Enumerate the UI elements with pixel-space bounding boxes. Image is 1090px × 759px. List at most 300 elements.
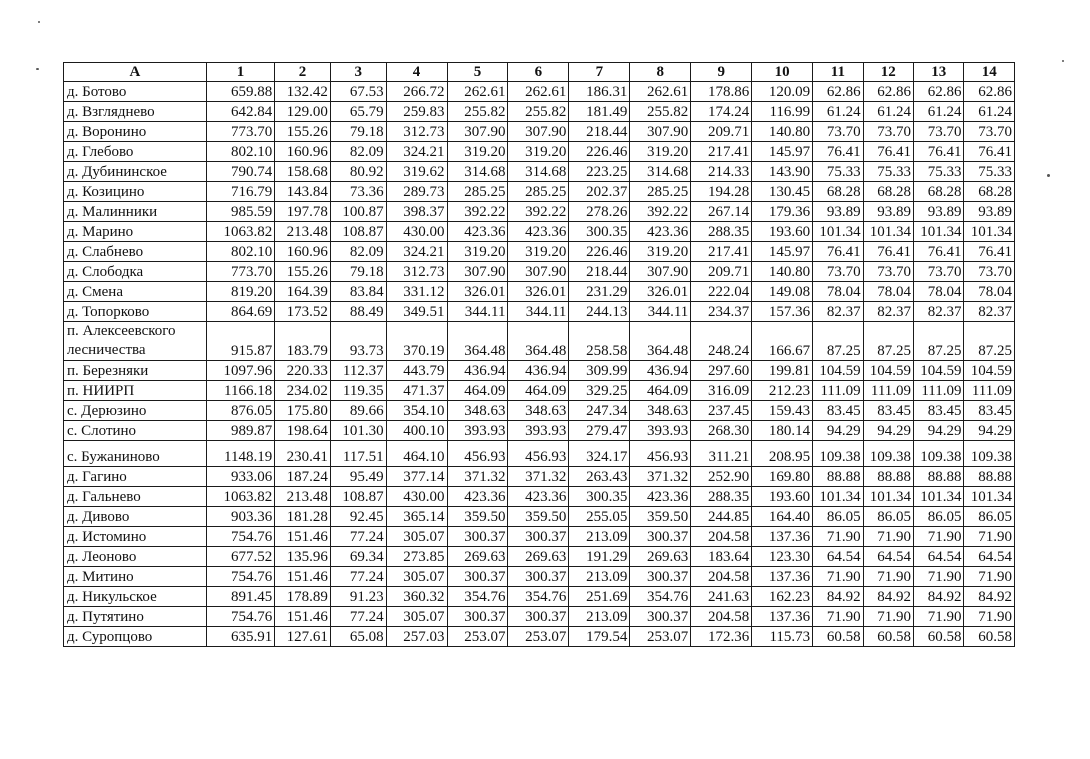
value-cell: 100.87 xyxy=(330,202,386,222)
value-cell: 273.85 xyxy=(386,547,447,567)
settlement-name-cell: д. Дивово xyxy=(64,507,207,527)
value-cell: 71.90 xyxy=(964,527,1015,547)
value-cell: 204.58 xyxy=(691,607,752,627)
value-cell: 87.25 xyxy=(813,322,863,361)
value-cell: 234.37 xyxy=(691,302,752,322)
value-cell: 244.13 xyxy=(569,302,630,322)
settlement-name-cell: д. Слабнево xyxy=(64,242,207,262)
value-cell: 186.31 xyxy=(569,82,630,102)
value-cell: 140.80 xyxy=(752,122,813,142)
value-cell: 300.37 xyxy=(447,607,508,627)
table-row xyxy=(64,122,1015,142)
value-cell: 101.34 xyxy=(863,487,913,507)
column-header-13: 13 xyxy=(914,63,964,82)
table-row xyxy=(64,401,1015,421)
value-cell: 101.34 xyxy=(813,487,863,507)
value-cell: 393.93 xyxy=(447,421,508,441)
scan-speck xyxy=(38,21,40,23)
value-cell: 69.34 xyxy=(330,547,386,567)
value-cell: 108.87 xyxy=(330,487,386,507)
value-cell: 790.74 xyxy=(206,162,274,182)
value-cell: 443.79 xyxy=(386,361,447,381)
value-cell: 111.09 xyxy=(914,381,964,401)
value-cell: 354.76 xyxy=(508,587,569,607)
value-cell: 305.07 xyxy=(386,567,447,587)
value-cell: 436.94 xyxy=(508,361,569,381)
value-cell: 262.61 xyxy=(447,82,508,102)
value-cell: 137.36 xyxy=(752,607,813,627)
value-cell: 392.22 xyxy=(508,202,569,222)
value-cell: 62.86 xyxy=(863,82,913,102)
value-cell: 248.24 xyxy=(691,322,752,361)
value-cell: 65.79 xyxy=(330,102,386,122)
value-cell: 864.69 xyxy=(206,302,274,322)
value-cell: 354.76 xyxy=(447,587,508,607)
value-cell: 88.88 xyxy=(863,467,913,487)
value-cell: 83.84 xyxy=(330,282,386,302)
value-cell: 349.51 xyxy=(386,302,447,322)
value-cell: 198.64 xyxy=(275,421,331,441)
value-cell: 214.33 xyxy=(691,162,752,182)
value-cell: 83.45 xyxy=(964,401,1015,421)
value-cell: 989.87 xyxy=(206,421,274,441)
table-row xyxy=(64,262,1015,282)
settlement-name-cell: д. Истомино xyxy=(64,527,207,547)
value-cell: 307.90 xyxy=(508,122,569,142)
value-cell: 61.24 xyxy=(863,102,913,122)
value-cell: 93.89 xyxy=(914,202,964,222)
value-cell: 241.63 xyxy=(691,587,752,607)
value-cell: 307.90 xyxy=(630,122,691,142)
value-cell: 64.54 xyxy=(914,547,964,567)
value-cell: 359.50 xyxy=(447,507,508,527)
header-row xyxy=(64,63,1015,82)
value-cell: 130.45 xyxy=(752,182,813,202)
value-cell: 73.70 xyxy=(813,262,863,282)
value-cell: 237.45 xyxy=(691,401,752,421)
value-cell: 109.38 xyxy=(813,441,863,467)
value-cell: 76.41 xyxy=(863,242,913,262)
value-cell: 178.86 xyxy=(691,82,752,102)
value-cell: 93.73 xyxy=(330,322,386,361)
value-cell: 162.23 xyxy=(752,587,813,607)
settlement-name-cell: д. Козицино xyxy=(64,182,207,202)
value-cell: 160.96 xyxy=(275,142,331,162)
value-cell: 88.49 xyxy=(330,302,386,322)
value-cell: 300.37 xyxy=(508,567,569,587)
value-cell: 218.44 xyxy=(569,262,630,282)
value-cell: 307.90 xyxy=(447,262,508,282)
value-cell: 111.09 xyxy=(964,381,1015,401)
value-cell: 329.25 xyxy=(569,381,630,401)
value-cell: 255.82 xyxy=(508,102,569,122)
value-cell: 305.07 xyxy=(386,527,447,547)
value-cell: 314.68 xyxy=(630,162,691,182)
value-cell: 288.35 xyxy=(691,222,752,242)
value-cell: 319.62 xyxy=(386,162,447,182)
value-cell: 94.29 xyxy=(964,421,1015,441)
value-cell: 305.07 xyxy=(386,607,447,627)
value-cell: 659.88 xyxy=(206,82,274,102)
value-cell: 181.49 xyxy=(569,102,630,122)
value-cell: 73.36 xyxy=(330,182,386,202)
column-header-9: 9 xyxy=(691,63,752,82)
value-cell: 82.37 xyxy=(964,302,1015,322)
value-cell: 104.59 xyxy=(813,361,863,381)
value-cell: 116.99 xyxy=(752,102,813,122)
value-cell: 370.19 xyxy=(386,322,447,361)
value-cell: 178.89 xyxy=(275,587,331,607)
table-row xyxy=(64,302,1015,322)
value-cell: 94.29 xyxy=(813,421,863,441)
value-cell: 262.61 xyxy=(508,82,569,102)
value-cell: 82.09 xyxy=(330,242,386,262)
value-cell: 197.78 xyxy=(275,202,331,222)
value-cell: 251.69 xyxy=(569,587,630,607)
value-cell: 398.37 xyxy=(386,202,447,222)
value-cell: 88.88 xyxy=(914,467,964,487)
value-cell: 68.28 xyxy=(813,182,863,202)
value-cell: 78.04 xyxy=(964,282,1015,302)
value-cell: 285.25 xyxy=(447,182,508,202)
table-row xyxy=(64,282,1015,302)
value-cell: 212.23 xyxy=(752,381,813,401)
value-cell: 300.35 xyxy=(569,222,630,242)
value-cell: 101.34 xyxy=(914,487,964,507)
column-header-11: 11 xyxy=(813,63,863,82)
value-cell: 173.52 xyxy=(275,302,331,322)
value-cell: 213.09 xyxy=(569,607,630,627)
value-cell: 76.41 xyxy=(914,142,964,162)
table-row xyxy=(64,467,1015,487)
value-cell: 754.76 xyxy=(206,567,274,587)
value-cell: 140.80 xyxy=(752,262,813,282)
value-cell: 359.50 xyxy=(508,507,569,527)
value-cell: 157.36 xyxy=(752,302,813,322)
value-cell: 269.63 xyxy=(508,547,569,567)
settlement-name-cell: д. Топорково xyxy=(64,302,207,322)
value-cell: 64.54 xyxy=(863,547,913,567)
value-cell: 300.37 xyxy=(447,527,508,547)
settlement-name-cell: д. Гагино xyxy=(64,467,207,487)
value-cell: 300.37 xyxy=(630,567,691,587)
value-cell: 179.54 xyxy=(569,627,630,647)
value-cell: 88.88 xyxy=(964,467,1015,487)
value-cell: 244.85 xyxy=(691,507,752,527)
value-cell: 307.90 xyxy=(447,122,508,142)
value-cell: 89.66 xyxy=(330,401,386,421)
value-cell: 76.41 xyxy=(813,142,863,162)
value-cell: 183.64 xyxy=(691,547,752,567)
value-cell: 151.46 xyxy=(275,527,331,547)
value-cell: 76.41 xyxy=(964,242,1015,262)
settlement-name-cell: д. Леоново xyxy=(64,547,207,567)
table-row xyxy=(64,82,1015,102)
column-header-12: 12 xyxy=(863,63,913,82)
value-cell: 61.24 xyxy=(964,102,1015,122)
value-cell: 143.90 xyxy=(752,162,813,182)
value-cell: 348.63 xyxy=(508,401,569,421)
value-cell: 83.45 xyxy=(914,401,964,421)
value-cell: 87.25 xyxy=(914,322,964,361)
value-cell: 191.29 xyxy=(569,547,630,567)
table-row xyxy=(64,421,1015,441)
value-cell: 456.93 xyxy=(447,441,508,467)
value-cell: 371.32 xyxy=(447,467,508,487)
value-cell: 149.08 xyxy=(752,282,813,302)
settlement-name-cell: п. Алексеевского лесничества xyxy=(64,322,207,361)
value-cell: 364.48 xyxy=(508,322,569,361)
value-cell: 64.54 xyxy=(964,547,1015,567)
value-cell: 392.22 xyxy=(447,202,508,222)
value-cell: 364.48 xyxy=(630,322,691,361)
settlement-name-cell: д. Воронино xyxy=(64,122,207,142)
table-row xyxy=(64,182,1015,202)
value-cell: 267.14 xyxy=(691,202,752,222)
settlement-name-cell: д. Митино xyxy=(64,567,207,587)
table-row xyxy=(64,627,1015,647)
value-cell: 300.37 xyxy=(508,527,569,547)
value-cell: 312.73 xyxy=(386,262,447,282)
value-cell: 716.79 xyxy=(206,182,274,202)
value-cell: 423.36 xyxy=(508,222,569,242)
value-cell: 155.26 xyxy=(275,122,331,142)
value-cell: 78.04 xyxy=(914,282,964,302)
value-cell: 300.37 xyxy=(630,607,691,627)
table-row xyxy=(64,242,1015,262)
table-row xyxy=(64,142,1015,162)
value-cell: 82.37 xyxy=(863,302,913,322)
value-cell: 83.45 xyxy=(863,401,913,421)
value-cell: 88.88 xyxy=(813,467,863,487)
value-cell: 155.26 xyxy=(275,262,331,282)
value-cell: 76.41 xyxy=(964,142,1015,162)
value-cell: 175.80 xyxy=(275,401,331,421)
value-cell: 73.70 xyxy=(914,262,964,282)
value-cell: 324.21 xyxy=(386,142,447,162)
value-cell: 145.97 xyxy=(752,142,813,162)
value-cell: 252.90 xyxy=(691,467,752,487)
value-cell: 300.37 xyxy=(508,607,569,627)
value-cell: 84.92 xyxy=(964,587,1015,607)
value-cell: 1063.82 xyxy=(206,487,274,507)
value-cell: 324.21 xyxy=(386,242,447,262)
settlement-name-cell: д. Гальнево xyxy=(64,487,207,507)
value-cell: 101.34 xyxy=(813,222,863,242)
value-cell: 423.36 xyxy=(630,487,691,507)
value-cell: 319.20 xyxy=(447,242,508,262)
value-cell: 120.09 xyxy=(752,82,813,102)
value-cell: 101.30 xyxy=(330,421,386,441)
value-cell: 73.70 xyxy=(964,262,1015,282)
settlement-name-cell: п. НИИРП xyxy=(64,381,207,401)
value-cell: 111.09 xyxy=(813,381,863,401)
settlement-name-cell: д. Взгляднево xyxy=(64,102,207,122)
value-cell: 172.36 xyxy=(691,627,752,647)
value-cell: 220.33 xyxy=(275,361,331,381)
column-header-2: 2 xyxy=(275,63,331,82)
table-row xyxy=(64,361,1015,381)
settlement-name-cell: п. Березняки xyxy=(64,361,207,381)
value-cell: 300.37 xyxy=(630,527,691,547)
value-cell: 71.90 xyxy=(964,567,1015,587)
value-cell: 129.00 xyxy=(275,102,331,122)
value-cell: 213.09 xyxy=(569,527,630,547)
value-cell: 891.45 xyxy=(206,587,274,607)
value-cell: 773.70 xyxy=(206,262,274,282)
value-cell: 68.28 xyxy=(914,182,964,202)
value-cell: 60.58 xyxy=(914,627,964,647)
table-row xyxy=(64,202,1015,222)
value-cell: 104.59 xyxy=(863,361,913,381)
scan-speck xyxy=(1047,174,1050,177)
column-header-5: 5 xyxy=(447,63,508,82)
value-cell: 77.24 xyxy=(330,567,386,587)
value-cell: 169.80 xyxy=(752,467,813,487)
value-cell: 84.92 xyxy=(863,587,913,607)
table-row xyxy=(64,527,1015,547)
value-cell: 436.94 xyxy=(447,361,508,381)
value-cell: 230.41 xyxy=(275,441,331,467)
value-cell: 101.34 xyxy=(914,222,964,242)
value-cell: 326.01 xyxy=(630,282,691,302)
value-cell: 109.38 xyxy=(964,441,1015,467)
settlement-name-cell: д. Слободка xyxy=(64,262,207,282)
value-cell: 471.37 xyxy=(386,381,447,401)
table-row xyxy=(64,547,1015,567)
value-cell: 217.41 xyxy=(691,142,752,162)
value-cell: 933.06 xyxy=(206,467,274,487)
value-cell: 635.91 xyxy=(206,627,274,647)
value-cell: 436.94 xyxy=(630,361,691,381)
value-cell: 464.09 xyxy=(630,381,691,401)
value-cell: 344.11 xyxy=(630,302,691,322)
value-cell: 137.36 xyxy=(752,567,813,587)
value-cell: 76.41 xyxy=(863,142,913,162)
scan-speck xyxy=(36,68,39,70)
value-cell: 62.86 xyxy=(964,82,1015,102)
value-cell: 86.05 xyxy=(863,507,913,527)
value-cell: 903.36 xyxy=(206,507,274,527)
value-cell: 300.37 xyxy=(447,567,508,587)
value-cell: 253.07 xyxy=(447,627,508,647)
value-cell: 164.40 xyxy=(752,507,813,527)
value-cell: 392.22 xyxy=(630,202,691,222)
value-cell: 255.82 xyxy=(447,102,508,122)
value-cell: 316.09 xyxy=(691,381,752,401)
value-cell: 285.25 xyxy=(508,182,569,202)
value-cell: 423.36 xyxy=(447,222,508,242)
column-header-14: 14 xyxy=(964,63,1015,82)
table-body xyxy=(64,82,1015,647)
value-cell: 80.92 xyxy=(330,162,386,182)
value-cell: 217.41 xyxy=(691,242,752,262)
value-cell: 326.01 xyxy=(447,282,508,302)
settlement-name-cell: д. Смена xyxy=(64,282,207,302)
value-cell: 430.00 xyxy=(386,487,447,507)
table-row xyxy=(64,607,1015,627)
value-cell: 202.37 xyxy=(569,182,630,202)
value-cell: 754.76 xyxy=(206,607,274,627)
value-cell: 247.34 xyxy=(569,401,630,421)
value-cell: 423.36 xyxy=(630,222,691,242)
value-cell: 393.93 xyxy=(630,421,691,441)
value-cell: 75.33 xyxy=(813,162,863,182)
value-cell: 344.11 xyxy=(508,302,569,322)
value-cell: 86.05 xyxy=(914,507,964,527)
scan-speck xyxy=(1062,60,1064,62)
table-row xyxy=(64,102,1015,122)
value-cell: 289.73 xyxy=(386,182,447,202)
value-cell: 234.02 xyxy=(275,381,331,401)
value-cell: 183.79 xyxy=(275,322,331,361)
column-header-7: 7 xyxy=(569,63,630,82)
value-cell: 132.42 xyxy=(275,82,331,102)
value-cell: 278.26 xyxy=(569,202,630,222)
value-cell: 348.63 xyxy=(630,401,691,421)
value-cell: 255.82 xyxy=(630,102,691,122)
value-cell: 258.58 xyxy=(569,322,630,361)
settlement-name-cell: д. Глебово xyxy=(64,142,207,162)
value-cell: 464.09 xyxy=(508,381,569,401)
value-cell: 677.52 xyxy=(206,547,274,567)
value-cell: 84.92 xyxy=(813,587,863,607)
value-cell: 222.04 xyxy=(691,282,752,302)
value-cell: 78.04 xyxy=(863,282,913,302)
value-cell: 75.33 xyxy=(964,162,1015,182)
value-cell: 218.44 xyxy=(569,122,630,142)
value-cell: 257.03 xyxy=(386,627,447,647)
value-cell: 94.29 xyxy=(914,421,964,441)
value-cell: 876.05 xyxy=(206,401,274,421)
settlement-name-cell: д. Марино xyxy=(64,222,207,242)
column-header-3: 3 xyxy=(330,63,386,82)
value-cell: 802.10 xyxy=(206,142,274,162)
value-cell: 60.58 xyxy=(964,627,1015,647)
value-cell: 164.39 xyxy=(275,282,331,302)
value-cell: 204.58 xyxy=(691,527,752,547)
value-cell: 84.92 xyxy=(914,587,964,607)
value-cell: 314.68 xyxy=(447,162,508,182)
column-header-6: 6 xyxy=(508,63,569,82)
value-cell: 108.87 xyxy=(330,222,386,242)
value-cell: 297.60 xyxy=(691,361,752,381)
value-cell: 364.48 xyxy=(447,322,508,361)
value-cell: 231.29 xyxy=(569,282,630,302)
value-cell: 985.59 xyxy=(206,202,274,222)
value-cell: 127.61 xyxy=(275,627,331,647)
value-cell: 430.00 xyxy=(386,222,447,242)
value-cell: 915.87 xyxy=(206,322,274,361)
column-header-name: А xyxy=(64,63,207,82)
value-cell: 73.70 xyxy=(914,122,964,142)
value-cell: 319.20 xyxy=(508,242,569,262)
value-cell: 802.10 xyxy=(206,242,274,262)
value-cell: 180.14 xyxy=(752,421,813,441)
value-cell: 73.70 xyxy=(964,122,1015,142)
value-cell: 95.49 xyxy=(330,467,386,487)
value-cell: 71.90 xyxy=(863,527,913,547)
value-cell: 307.90 xyxy=(630,262,691,282)
value-cell: 87.25 xyxy=(863,322,913,361)
value-cell: 75.33 xyxy=(863,162,913,182)
value-cell: 253.07 xyxy=(630,627,691,647)
value-cell: 86.05 xyxy=(813,507,863,527)
value-cell: 773.70 xyxy=(206,122,274,142)
value-cell: 73.70 xyxy=(863,122,913,142)
value-cell: 65.08 xyxy=(330,627,386,647)
table-row xyxy=(64,487,1015,507)
